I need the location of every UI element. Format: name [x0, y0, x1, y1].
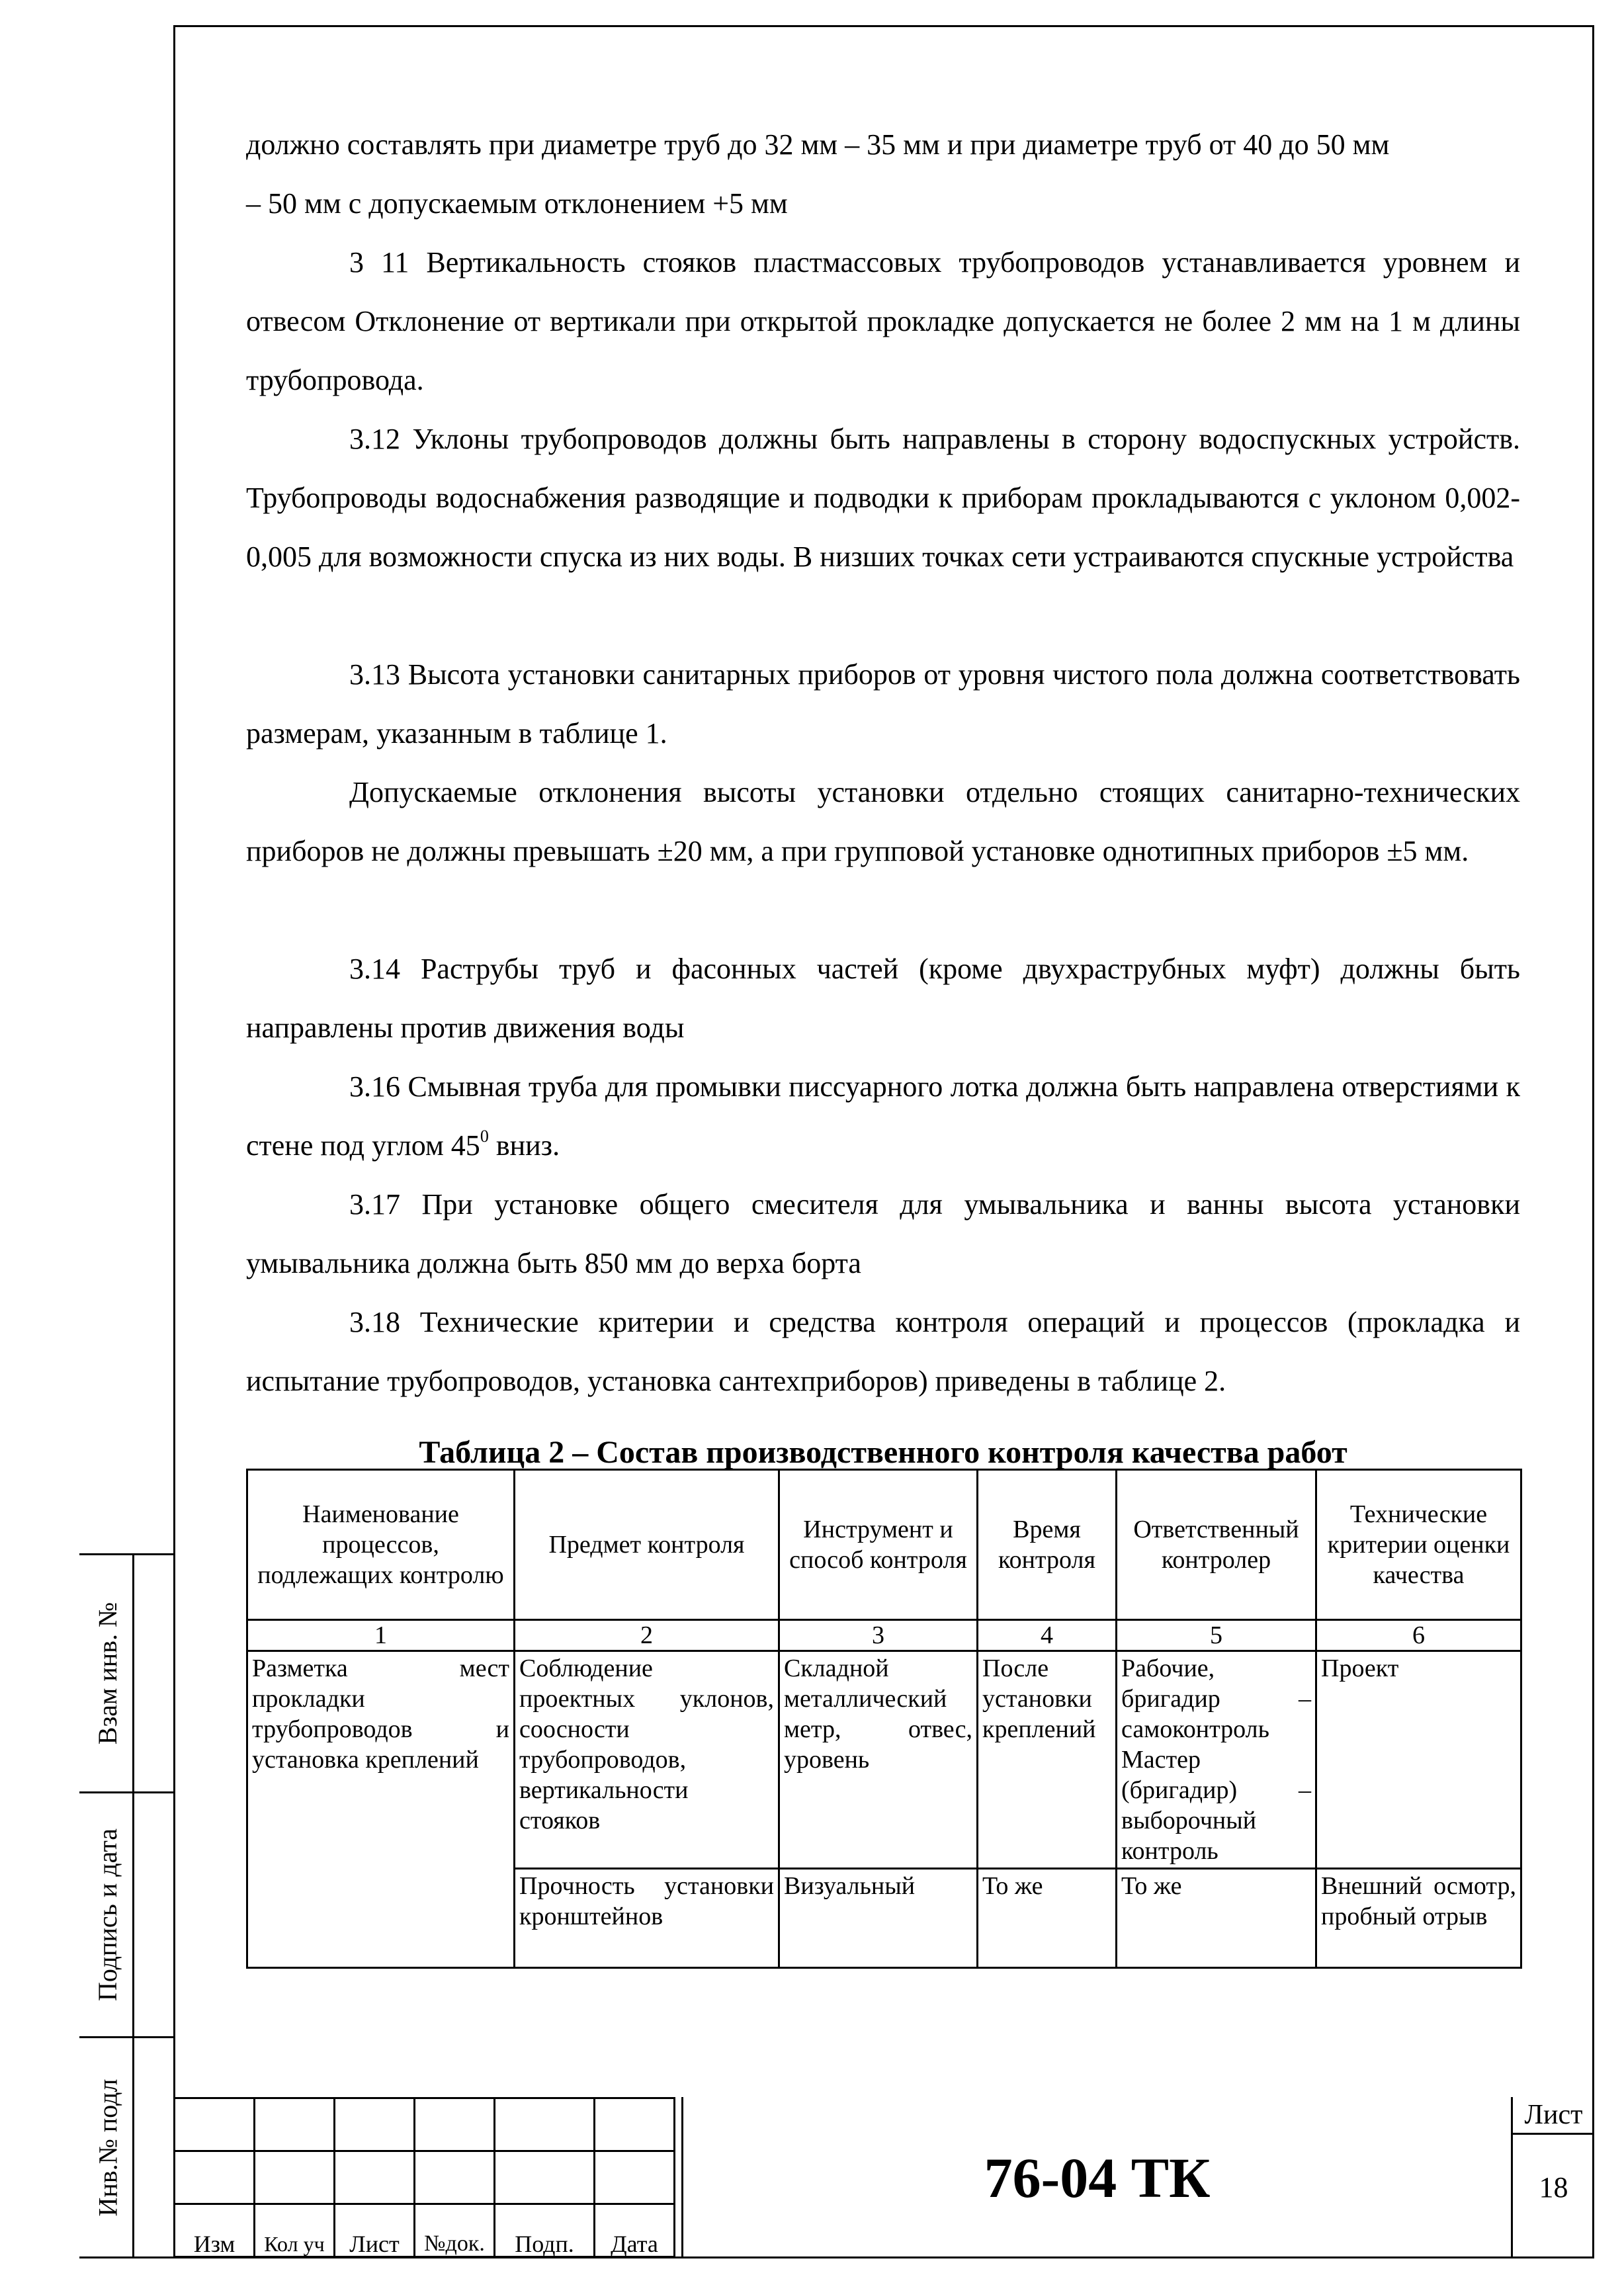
side-stamp-inv — [79, 2036, 173, 2258]
paragraph-3-14: 3.14 Раструбы труб и фасонных частей (кроме двухраструбных муфт) должны быть направлены против движения воды — [246, 953, 1520, 1044]
stamp-col-label: Лист — [335, 2204, 415, 2257]
table-cell: Рабочие, бригадир – самоконтроль Мастер (бригадир) – выборочный контроль — [1117, 1651, 1316, 1869]
header-cell: Предмет контроля — [515, 1470, 779, 1620]
header-cell: Технические критерии оценки качества — [1316, 1470, 1521, 1620]
header-cell: Наименование процессов, подлежащих контролю — [247, 1470, 515, 1620]
stamp-col-label: Подп. — [495, 2204, 595, 2257]
table-cell: Проект — [1316, 1651, 1521, 1869]
paragraph-3-13: 3.13 Высота установки санитарных приборов от уровня чистого пола должна соответствовать размерам, указанным в таблице 1. — [246, 658, 1520, 750]
stamp-col-label: Изм — [175, 2204, 255, 2257]
sheet-box — [1511, 2097, 1594, 2258]
paragraph-3-16: 3.16 Смывная труба для промывки писсуарного лотка должна быть направлена отверстиями к стене под углом $45^0$ вниз. — [246, 1070, 1520, 1162]
side-label: Взам инв. № — [93, 1602, 123, 1745]
table-cell: Соблюдение проектных уклонов, соосности трубопроводов, вертикальности стояков — [515, 1651, 779, 1869]
table-header-row — [247, 1470, 1521, 1620]
table-cell: Складной металлический метр, отвес, уровень — [779, 1651, 978, 1869]
paragraph-tolerances: Допускаемые отклонения высоты установки отдельно стоящих санитарно-технических приборов не должны превышать ±20 мм, а при групповой установке однотипных приборов ±5 мм. — [246, 776, 1520, 867]
column-number-row: 1 2 3 4 5 6 — [247, 1620, 1521, 1651]
header-cell: Ответственный контролер — [1117, 1470, 1316, 1620]
title-block-labels — [175, 2204, 675, 2257]
table-cell: То же — [978, 1869, 1117, 1968]
table-cell: После установки креплений — [978, 1651, 1117, 1869]
stamp-col-label: №док. — [415, 2204, 495, 2257]
table-cell: Внешний осмотр, пробный отрыв — [1316, 1869, 1521, 1968]
paragraph-line: – 50 мм с допускаемым отклонением +5 мм — [246, 187, 788, 220]
quality-control-table — [246, 1469, 1522, 1969]
sheet-label: Лист — [1513, 2097, 1594, 2135]
table-cell: Визуальный — [779, 1869, 978, 1968]
table-cell: Прочность установки кронштейнов — [515, 1869, 779, 1968]
table-title: Таблица 2 – Состав производственного контроля качества работ — [419, 1435, 1347, 1470]
paragraph-3-17: 3.17 При установке общего смесителя для умывальника и ванны высота установки умывальника должна быть 850 мм до верха борта — [246, 1188, 1520, 1279]
stamp-col-label: Дата — [595, 2204, 675, 2257]
paragraph-3-18: 3.18 Технические критерии и средства контроля операций и процессов (прокладка и испытание трубопроводов, установка сантехприборов) приведены в таблице 2. — [246, 1306, 1520, 1397]
stamp-col-label: Кол уч — [255, 2204, 335, 2257]
side-stamp-vzam — [79, 1553, 173, 1791]
side-label: Инв.№ подл — [93, 2079, 123, 2216]
title-block-grid — [173, 2097, 675, 2258]
table-cell: Разметка мест прокладки трубопроводов и установка креплений — [247, 1651, 515, 1968]
paragraph-3-11: 3 11 Вертикальность стояков пластмассовых трубопроводов устанавливается уровнем и отвесом Отклонение от вертикали при открытой прокладке допускается не более 2 мм на 1 м длины трубопровода. — [246, 246, 1520, 396]
document-code: 76-04 ТК — [681, 2097, 1511, 2258]
paragraph-3-12: 3.12 Уклоны трубопроводов должны быть направлены в сторону водоспускных устройств. Трубопроводы водоснабжения разводящие и подводки к приборам прокладываются с уклоном 0,002-0,005 для возможности спуска из них воды. В низших точках сети устраиваются спускные устройства — [246, 423, 1520, 573]
sheet-number: 18 — [1539, 2171, 1568, 2204]
side-label: Подпись и дата — [93, 1828, 123, 2002]
paragraph-line: должно составлять при диаметре труб до 32 мм – 35 мм и при диаметре труб от 40 до 50 мм — [246, 128, 1390, 161]
table-cell: То же — [1117, 1869, 1316, 1968]
header-cell: Инструмент и способ контроля — [779, 1470, 978, 1620]
table-row — [247, 1651, 1521, 1869]
degree-superscript: 0 — [480, 1127, 489, 1146]
header-cell: Время контроля — [978, 1470, 1117, 1620]
side-stamp-podpis — [79, 1791, 173, 2036]
